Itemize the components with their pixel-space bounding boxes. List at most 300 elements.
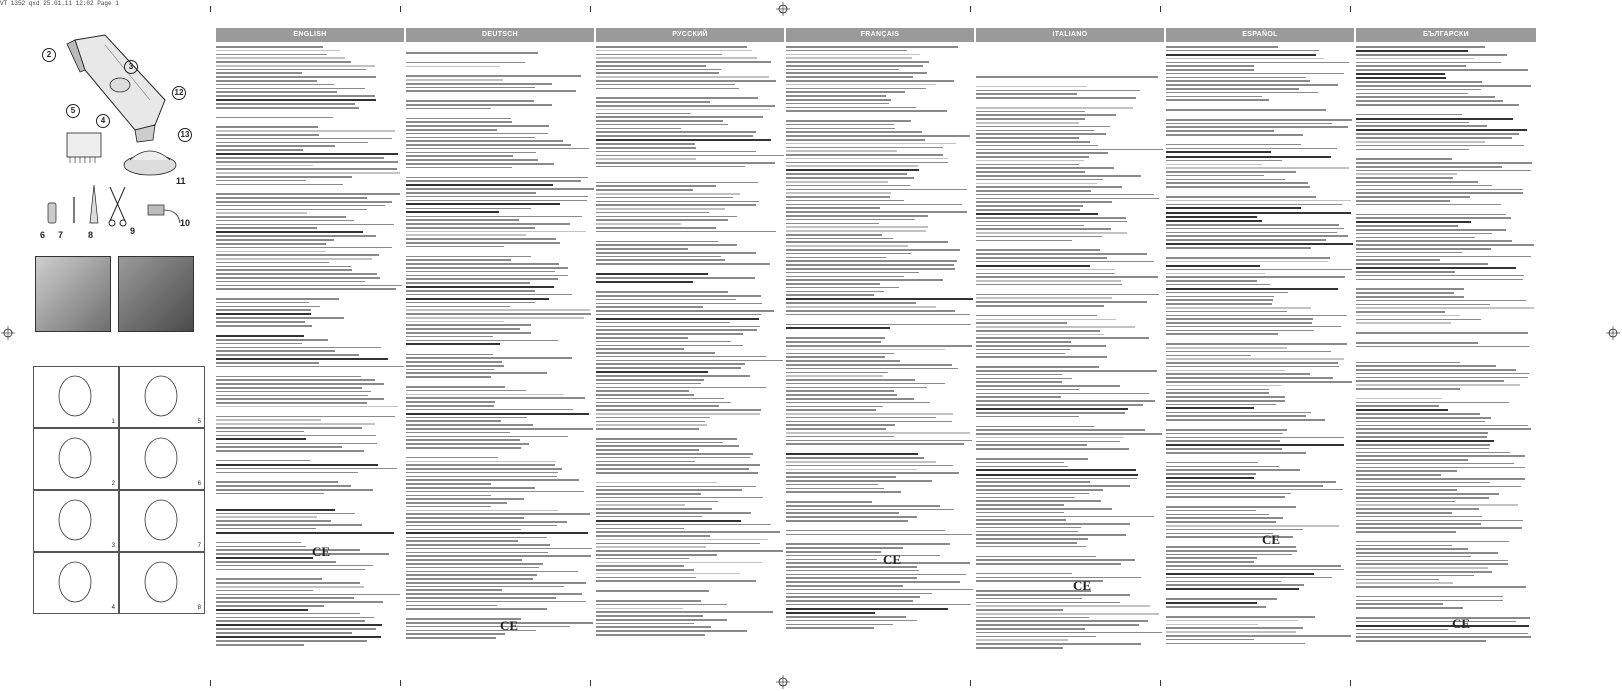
text-line [976, 201, 1112, 203]
text-line [406, 231, 586, 233]
text-line [786, 57, 912, 59]
text-line [216, 485, 351, 487]
registration-mark-top [776, 2, 790, 16]
text-line [976, 444, 1087, 446]
text-line [596, 367, 741, 369]
text-line [596, 524, 771, 526]
text-line [786, 260, 957, 262]
text-line [216, 509, 335, 511]
text-line [976, 466, 1068, 468]
text-line [786, 150, 897, 152]
text-line [596, 421, 705, 423]
text-line [976, 602, 1120, 604]
text-line [1166, 415, 1306, 417]
text-line [406, 155, 513, 157]
text-line [216, 235, 376, 237]
text-line [216, 464, 378, 466]
text-line [216, 590, 313, 592]
text-line [1356, 133, 1519, 135]
text-line [1356, 417, 1491, 419]
text-line [1356, 600, 1503, 602]
text-line [1166, 204, 1342, 206]
text-line [786, 375, 883, 377]
text-line [786, 577, 917, 579]
text-line [1356, 259, 1440, 261]
text-line [1356, 252, 1462, 254]
column-italiano [976, 28, 1164, 668]
text-line [976, 294, 1159, 296]
text-line [596, 413, 760, 415]
text-line [216, 216, 346, 218]
ce-mark: CE [1452, 616, 1471, 631]
text-line [216, 288, 396, 290]
text-line [596, 46, 747, 48]
text-line [786, 491, 901, 493]
callout-5: 5 [66, 104, 80, 118]
text-line [976, 209, 1080, 211]
text-line [596, 135, 753, 137]
text-line [786, 128, 895, 130]
text-line [596, 623, 694, 625]
text-line [976, 330, 1100, 332]
text-line [406, 267, 568, 269]
text-line [596, 337, 688, 339]
text-line [1166, 351, 1331, 353]
text-line [596, 438, 737, 440]
text-line [1356, 275, 1524, 277]
text-line [216, 281, 365, 283]
body-text-block [786, 46, 974, 668]
text-line [216, 516, 317, 518]
text-line [1356, 402, 1509, 404]
text-line [596, 128, 681, 130]
text-line [216, 460, 310, 462]
text-line [976, 485, 1130, 487]
text-line [1356, 478, 1525, 480]
text-line [596, 546, 706, 548]
text-line [786, 61, 929, 63]
text-line [406, 177, 588, 179]
text-line [1166, 212, 1351, 214]
text-line [786, 107, 916, 109]
text-line [216, 103, 355, 105]
text-line [596, 101, 710, 103]
text-line [1356, 85, 1531, 87]
text-line [406, 513, 590, 515]
text-line [1166, 284, 1270, 286]
text-line [596, 590, 709, 592]
text-line [216, 636, 381, 638]
text-line [976, 97, 1136, 99]
text-line [1356, 545, 1452, 547]
text-line [596, 383, 701, 385]
text-line [596, 600, 701, 602]
text-line [406, 529, 521, 531]
text-line [596, 501, 718, 503]
text-line [406, 133, 548, 135]
text-line [216, 557, 313, 559]
text-line [976, 156, 1089, 158]
text-line [786, 570, 919, 572]
text-line [596, 248, 688, 250]
text-line [596, 375, 750, 377]
text-line [1166, 99, 1269, 101]
text-line [1166, 419, 1325, 421]
text-line [406, 52, 538, 54]
text-line [1356, 311, 1445, 313]
text-line [406, 605, 497, 607]
text-line [786, 162, 948, 164]
text-line [1356, 271, 1455, 273]
text-line [216, 273, 377, 275]
text-line [1166, 407, 1254, 409]
text-line [976, 232, 1127, 234]
text-line [1166, 433, 1283, 435]
text-line [786, 147, 943, 149]
text-line [406, 506, 491, 508]
column-bulgarian [1356, 28, 1536, 668]
text-line [216, 277, 380, 279]
haircut-step-1: 1 [33, 366, 119, 428]
text-line [1166, 581, 1281, 583]
text-line [216, 406, 398, 408]
text-line [1166, 69, 1254, 71]
text-line [1356, 100, 1503, 102]
column-deutsch [406, 28, 594, 668]
text-line [596, 256, 721, 258]
text-line [216, 542, 301, 544]
text-line [596, 216, 737, 218]
text-line [1356, 158, 1452, 160]
text-line [1356, 104, 1519, 106]
text-line [216, 468, 397, 470]
text-line [976, 381, 1062, 383]
text-line [1356, 508, 1479, 510]
text-line [1166, 493, 1291, 495]
text-line [786, 390, 894, 392]
text-line [1166, 514, 1269, 516]
text-line [786, 534, 972, 536]
text-line [1166, 261, 1328, 263]
text-line [406, 324, 531, 326]
text-line [786, 173, 907, 175]
text-line [596, 626, 711, 628]
text-line [1356, 204, 1501, 206]
text-line [786, 268, 955, 270]
text-line [596, 69, 721, 71]
text-line [786, 512, 899, 514]
text-line [596, 299, 736, 301]
text-line [1166, 73, 1344, 75]
text-line [976, 349, 1070, 351]
text-line [406, 148, 589, 150]
text-line [786, 383, 945, 385]
callout-8: 8 [88, 230, 94, 240]
text-line [1166, 412, 1311, 414]
text-line [406, 555, 591, 557]
text-line [596, 558, 689, 560]
text-line [216, 254, 379, 256]
text-line [216, 383, 384, 385]
text-line [786, 453, 918, 455]
text-line [1166, 77, 1306, 79]
column-english [216, 28, 404, 668]
text-line [216, 180, 306, 182]
section-title-bulgarian: БЪЛГАРСКИ [1356, 28, 1536, 42]
text-line [976, 393, 1149, 395]
section-title-deutsch: DEUTSCH [406, 28, 594, 42]
text-line [596, 387, 766, 389]
text-line [976, 225, 1084, 227]
text-line [786, 501, 872, 503]
text-line [216, 376, 361, 378]
callout-10: 10 [180, 218, 191, 228]
fold-mark [400, 6, 401, 12]
text-line [596, 306, 703, 308]
text-line [786, 480, 932, 482]
text-line [976, 345, 1106, 347]
text-line [786, 624, 893, 626]
text-line [1356, 296, 1464, 298]
text-line [406, 457, 498, 459]
text-line [786, 215, 928, 217]
text-line [1166, 292, 1288, 294]
text-line [976, 493, 1089, 495]
text-line [596, 577, 696, 579]
callout-2: 2 [42, 48, 56, 62]
text-line [596, 535, 710, 537]
text-line [406, 188, 594, 190]
text-line [406, 62, 525, 64]
text-line [976, 636, 1096, 638]
text-line [596, 508, 712, 510]
text-line [1356, 170, 1531, 172]
text-line [1166, 355, 1251, 357]
text-line [786, 131, 922, 133]
text-line [596, 453, 753, 455]
text-line [976, 416, 1079, 418]
text-line [216, 565, 373, 567]
text-line [1166, 311, 1287, 313]
text-line [976, 577, 1141, 579]
text-line [1356, 229, 1506, 231]
text-line [1356, 428, 1531, 430]
text-line [216, 398, 384, 400]
text-line [596, 449, 699, 451]
text-line [1166, 510, 1256, 512]
text-line [1166, 517, 1283, 519]
text-line [216, 134, 319, 136]
text-line [786, 234, 882, 236]
text-line [1166, 489, 1343, 491]
text-line [406, 608, 547, 610]
text-line [976, 284, 1122, 286]
text-line [216, 438, 306, 440]
haircut-step-3: 3 [33, 490, 119, 552]
text-line [786, 65, 923, 67]
text-line [596, 464, 760, 466]
text-line [786, 372, 888, 374]
text-line [976, 118, 1085, 120]
comb-attachment-illustration [62, 125, 107, 165]
text-line [786, 324, 971, 326]
text-line [786, 219, 915, 221]
body-text-block [406, 46, 594, 668]
text-line [976, 531, 1078, 533]
text-line [786, 139, 925, 141]
text-line [786, 80, 954, 82]
text-line [976, 500, 1101, 502]
text-line [786, 283, 880, 285]
fold-mark [970, 680, 971, 686]
text-line [786, 472, 959, 474]
text-line [406, 537, 547, 539]
text-line [596, 131, 756, 133]
text-line [406, 340, 558, 342]
text-line [406, 472, 558, 474]
text-line [976, 341, 1071, 343]
text-line [1356, 162, 1532, 164]
text-line [1356, 579, 1439, 581]
text-line [216, 153, 398, 155]
text-line [786, 581, 960, 583]
text-line [1356, 501, 1455, 503]
text-line [976, 217, 1126, 219]
text-line [976, 458, 1088, 460]
text-line [596, 162, 775, 164]
text-line [1166, 186, 1310, 188]
text-line [786, 135, 970, 137]
text-line [976, 322, 1067, 324]
text-line [976, 171, 1085, 173]
text-line [596, 295, 761, 297]
text-line [596, 398, 724, 400]
text-line [1166, 322, 1312, 324]
text-line [1166, 265, 1260, 267]
text-line [976, 167, 1114, 169]
text-line [596, 345, 743, 347]
text-line [976, 647, 1063, 649]
text-line [1356, 346, 1529, 348]
text-line [406, 582, 586, 584]
text-line [976, 508, 1112, 510]
text-line [406, 180, 581, 182]
ce-mark: CE [312, 544, 331, 559]
text-line [1356, 520, 1523, 522]
text-line [216, 489, 373, 491]
text-line [596, 252, 756, 254]
text-line [786, 196, 890, 198]
text-line [1356, 96, 1495, 98]
text-line [786, 110, 947, 112]
text-line [1356, 200, 1450, 202]
text-line [976, 221, 1127, 223]
text-line [786, 424, 895, 426]
text-line [786, 287, 899, 289]
text-line [1356, 225, 1458, 227]
text-line [596, 277, 755, 279]
text-line [1356, 596, 1503, 598]
text-line [976, 93, 1077, 95]
text-line [1356, 388, 1460, 390]
text-line [216, 446, 342, 448]
text-line [1356, 489, 1457, 491]
text-line [1356, 149, 1469, 151]
text-line [1356, 459, 1468, 461]
text-line [406, 256, 531, 258]
text-line [1356, 73, 1445, 75]
text-line [786, 54, 920, 56]
text-line [596, 512, 751, 514]
registration-mark-bottom [776, 675, 790, 689]
text-line [1356, 137, 1512, 139]
text-line [976, 186, 1122, 188]
text-line [596, 105, 775, 107]
text-line [216, 520, 331, 522]
text-line [596, 562, 762, 564]
text-line [406, 563, 543, 565]
text-line [406, 343, 500, 345]
text-line [976, 426, 1094, 428]
text-line [976, 448, 1129, 450]
text-line [596, 457, 750, 459]
text-line [406, 313, 591, 315]
body-text-block [216, 46, 404, 668]
text-line [216, 91, 337, 93]
text-line [976, 111, 1085, 113]
text-line [1356, 173, 1457, 175]
text-line [1166, 643, 1305, 645]
text-line [976, 624, 1139, 626]
text-line [1356, 413, 1480, 415]
text-line [1356, 541, 1509, 543]
text-line [216, 126, 318, 128]
text-line [1356, 582, 1453, 584]
text-line [406, 461, 556, 463]
text-line [596, 291, 728, 293]
text-line [596, 65, 706, 67]
text-line [976, 573, 1072, 575]
text-line [216, 481, 338, 483]
blade-insert-photo-left [35, 256, 111, 332]
text-line [976, 194, 1154, 196]
text-line [1166, 473, 1256, 475]
text-line [1166, 631, 1296, 633]
text-line [1356, 384, 1520, 386]
text-line [216, 640, 367, 642]
text-line [596, 489, 742, 491]
text-line [976, 164, 1079, 166]
text-line [406, 476, 557, 478]
text-line [786, 585, 903, 587]
text-line [1356, 89, 1481, 91]
text-line [216, 325, 312, 327]
text-line [1166, 84, 1338, 86]
text-line [1356, 141, 1485, 143]
text-line [786, 440, 972, 442]
text-line [786, 69, 899, 71]
text-line [406, 432, 510, 434]
text-line [596, 120, 723, 122]
text-line [596, 204, 756, 206]
text-line [1356, 560, 1508, 562]
text-line [1356, 603, 1443, 605]
text-line [406, 532, 588, 534]
text-line [216, 513, 355, 515]
text-line [216, 395, 368, 397]
text-line [406, 405, 494, 407]
text-line [1356, 332, 1528, 334]
